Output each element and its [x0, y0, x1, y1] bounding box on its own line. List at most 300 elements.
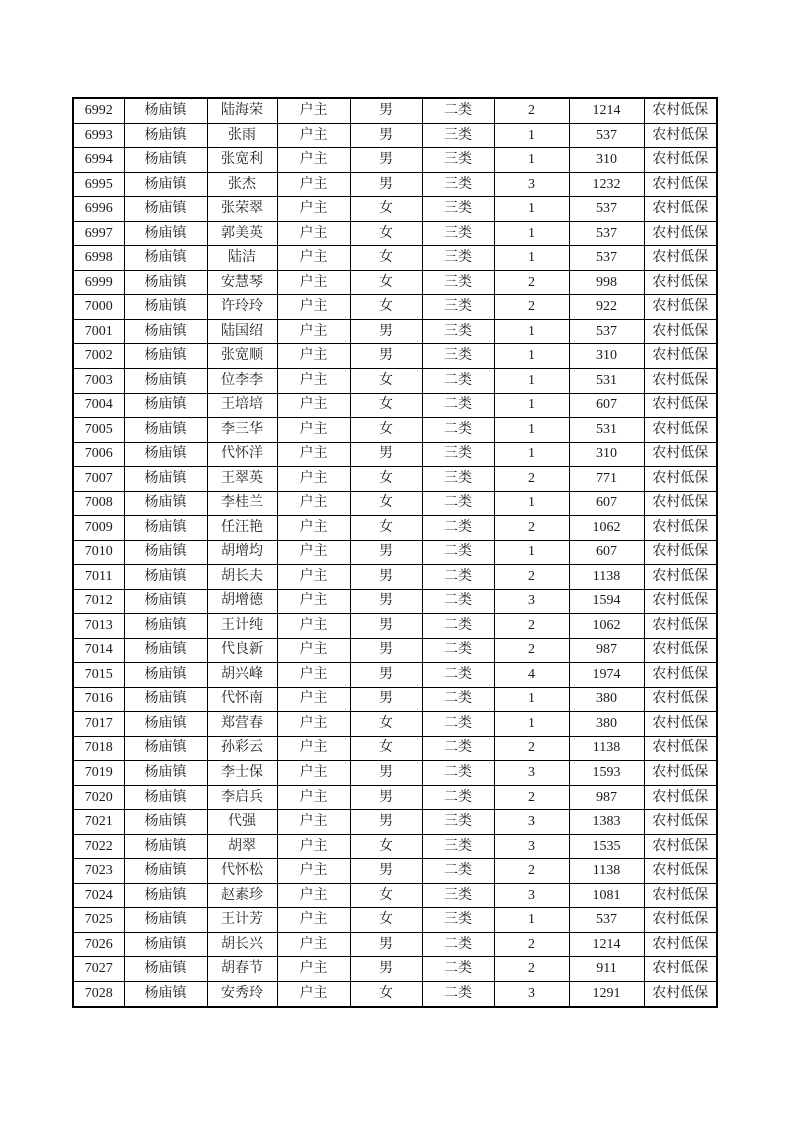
table-cell: 2 — [494, 565, 569, 590]
table-cell: 农村低保 — [644, 368, 717, 393]
table-cell: 二类 — [422, 859, 494, 884]
table-cell: 农村低保 — [644, 344, 717, 369]
table-cell: 王计芳 — [207, 908, 277, 933]
table-cell: 杨庙镇 — [124, 883, 207, 908]
table-cell: 户主 — [277, 491, 350, 516]
table-cell: 郭美英 — [207, 221, 277, 246]
table-cell: 7015 — [73, 663, 124, 688]
table-cell: 农村低保 — [644, 834, 717, 859]
table-cell: 杨庙镇 — [124, 98, 207, 123]
table-cell: 二类 — [422, 368, 494, 393]
table-cell: 7021 — [73, 810, 124, 835]
table-cell: 二类 — [422, 540, 494, 565]
table-cell: 1593 — [569, 761, 644, 786]
table-cell: 户主 — [277, 663, 350, 688]
welfare-roster-table — [72, 97, 718, 1008]
table-cell: 胡翠 — [207, 834, 277, 859]
table-cell: 杨庙镇 — [124, 785, 207, 810]
table-row — [73, 663, 717, 688]
table-cell: 7026 — [73, 932, 124, 957]
table-cell: 1138 — [569, 736, 644, 761]
table-cell: 2 — [494, 785, 569, 810]
table-cell: 农村低保 — [644, 467, 717, 492]
table-cell: 7007 — [73, 467, 124, 492]
table-cell: 杨庙镇 — [124, 614, 207, 639]
table-cell: 1 — [494, 148, 569, 173]
table-cell: 李三华 — [207, 418, 277, 443]
table-cell: 男 — [350, 638, 422, 663]
table-cell: 户主 — [277, 344, 350, 369]
table-cell: 农村低保 — [644, 981, 717, 1007]
table-cell: 三类 — [422, 197, 494, 222]
table-cell: 女 — [350, 270, 422, 295]
table-cell: 3 — [494, 761, 569, 786]
table-cell: 1 — [494, 246, 569, 271]
table-cell: 998 — [569, 270, 644, 295]
table-cell: 张宽顺 — [207, 344, 277, 369]
table-cell: 607 — [569, 491, 644, 516]
table-cell: 张杰 — [207, 172, 277, 197]
table-cell: 310 — [569, 344, 644, 369]
table-cell: 7004 — [73, 393, 124, 418]
table-cell: 户主 — [277, 368, 350, 393]
table-cell: 1 — [494, 368, 569, 393]
table-cell: 任汪艳 — [207, 516, 277, 541]
table-cell: 女 — [350, 736, 422, 761]
table-cell: 7016 — [73, 687, 124, 712]
table-cell: 7024 — [73, 883, 124, 908]
table-cell: 三类 — [422, 883, 494, 908]
table-cell: 987 — [569, 785, 644, 810]
table-cell: 1594 — [569, 589, 644, 614]
table-cell: 537 — [569, 197, 644, 222]
table-row — [73, 736, 717, 761]
table-cell: 农村低保 — [644, 614, 717, 639]
table-cell: 胡长夫 — [207, 565, 277, 590]
table-cell: 王翠英 — [207, 467, 277, 492]
table-row — [73, 859, 717, 884]
table-cell: 1535 — [569, 834, 644, 859]
table-cell: 户主 — [277, 442, 350, 467]
table-cell: 三类 — [422, 221, 494, 246]
table-cell: 杨庙镇 — [124, 295, 207, 320]
table-cell: 6999 — [73, 270, 124, 295]
table-cell: 杨庙镇 — [124, 368, 207, 393]
table-cell: 赵素珍 — [207, 883, 277, 908]
table-cell: 1138 — [569, 565, 644, 590]
table-cell: 女 — [350, 712, 422, 737]
table-row — [73, 834, 717, 859]
table-cell: 310 — [569, 442, 644, 467]
table-cell: 1 — [494, 418, 569, 443]
table-cell: 男 — [350, 98, 422, 123]
table-row — [73, 319, 717, 344]
table-cell: 三类 — [422, 344, 494, 369]
table-cell: 三类 — [422, 295, 494, 320]
table-cell: 男 — [350, 172, 422, 197]
table-cell: 男 — [350, 344, 422, 369]
table-cell: 陆洁 — [207, 246, 277, 271]
table-cell: 杨庙镇 — [124, 172, 207, 197]
table-row — [73, 148, 717, 173]
table-cell: 王培培 — [207, 393, 277, 418]
table-cell: 女 — [350, 908, 422, 933]
table-cell: 杨庙镇 — [124, 516, 207, 541]
table-cell: 607 — [569, 393, 644, 418]
table-cell: 代强 — [207, 810, 277, 835]
table-cell: 7023 — [73, 859, 124, 884]
table-cell: 孙彩云 — [207, 736, 277, 761]
table-cell: 1232 — [569, 172, 644, 197]
table-cell: 男 — [350, 932, 422, 957]
table-row — [73, 712, 717, 737]
table-cell: 杨庙镇 — [124, 932, 207, 957]
table-cell: 女 — [350, 393, 422, 418]
table-row — [73, 516, 717, 541]
table-cell: 女 — [350, 246, 422, 271]
table-cell: 1214 — [569, 98, 644, 123]
table-cell: 三类 — [422, 319, 494, 344]
table-row — [73, 957, 717, 982]
table-cell: 李士保 — [207, 761, 277, 786]
table-cell: 位李李 — [207, 368, 277, 393]
table-row — [73, 908, 717, 933]
table-cell: 杨庙镇 — [124, 393, 207, 418]
table-cell: 户主 — [277, 810, 350, 835]
table-cell: 农村低保 — [644, 172, 717, 197]
table-cell: 3 — [494, 834, 569, 859]
table-cell: 1 — [494, 908, 569, 933]
table-cell: 李桂兰 — [207, 491, 277, 516]
table-cell: 户主 — [277, 712, 350, 737]
table-row — [73, 197, 717, 222]
table-cell: 农村低保 — [644, 442, 717, 467]
table-cell: 二类 — [422, 761, 494, 786]
table-cell: 1 — [494, 197, 569, 222]
table-cell: 杨庙镇 — [124, 663, 207, 688]
table-cell: 二类 — [422, 491, 494, 516]
table-cell: 农村低保 — [644, 589, 717, 614]
table-row — [73, 123, 717, 148]
table-cell: 陆国绍 — [207, 319, 277, 344]
table-cell: 张宽利 — [207, 148, 277, 173]
table-cell: 郑营春 — [207, 712, 277, 737]
table-cell: 7019 — [73, 761, 124, 786]
table-cell: 杨庙镇 — [124, 589, 207, 614]
table-cell: 7012 — [73, 589, 124, 614]
table-cell: 户主 — [277, 785, 350, 810]
table-cell: 男 — [350, 687, 422, 712]
table-cell: 安慧琴 — [207, 270, 277, 295]
table-row — [73, 344, 717, 369]
table-cell: 农村低保 — [644, 491, 717, 516]
table-cell: 户主 — [277, 761, 350, 786]
table-cell: 女 — [350, 295, 422, 320]
table-cell: 杨庙镇 — [124, 761, 207, 786]
table-cell: 农村低保 — [644, 393, 717, 418]
table-cell: 农村低保 — [644, 687, 717, 712]
table-cell: 二类 — [422, 418, 494, 443]
table-cell: 6995 — [73, 172, 124, 197]
table-cell: 三类 — [422, 123, 494, 148]
table-cell: 1291 — [569, 981, 644, 1007]
table-cell: 户主 — [277, 957, 350, 982]
table-cell: 陆海荣 — [207, 98, 277, 123]
table-cell: 女 — [350, 981, 422, 1007]
table-cell: 农村低保 — [644, 736, 717, 761]
table-cell: 男 — [350, 859, 422, 884]
table-cell: 二类 — [422, 663, 494, 688]
table-cell: 女 — [350, 883, 422, 908]
table-cell: 杨庙镇 — [124, 540, 207, 565]
table-cell: 7014 — [73, 638, 124, 663]
table-cell: 7002 — [73, 344, 124, 369]
table-cell: 杨庙镇 — [124, 859, 207, 884]
table-row — [73, 368, 717, 393]
table-cell: 女 — [350, 418, 422, 443]
table-row — [73, 810, 717, 835]
table-cell: 二类 — [422, 589, 494, 614]
table-cell: 安秀玲 — [207, 981, 277, 1007]
table-cell: 许玲玲 — [207, 295, 277, 320]
table-cell: 2 — [494, 295, 569, 320]
table-row — [73, 883, 717, 908]
table-cell: 7000 — [73, 295, 124, 320]
table-cell: 三类 — [422, 148, 494, 173]
table-cell: 男 — [350, 957, 422, 982]
table-cell: 户主 — [277, 123, 350, 148]
table-cell: 2 — [494, 467, 569, 492]
table-row — [73, 393, 717, 418]
table-row — [73, 295, 717, 320]
table-cell: 女 — [350, 516, 422, 541]
table-cell: 农村低保 — [644, 418, 717, 443]
table-cell: 二类 — [422, 516, 494, 541]
table-cell: 三类 — [422, 810, 494, 835]
table-cell: 男 — [350, 148, 422, 173]
table-row — [73, 270, 717, 295]
table-row — [73, 932, 717, 957]
table-cell: 二类 — [422, 98, 494, 123]
table-cell: 女 — [350, 491, 422, 516]
table-cell: 杨庙镇 — [124, 148, 207, 173]
table-cell: 2 — [494, 614, 569, 639]
table-cell: 771 — [569, 467, 644, 492]
table-cell: 537 — [569, 221, 644, 246]
table-cell: 杨庙镇 — [124, 246, 207, 271]
table-row — [73, 638, 717, 663]
table-cell: 户主 — [277, 270, 350, 295]
table-cell: 7006 — [73, 442, 124, 467]
table-cell: 7009 — [73, 516, 124, 541]
table-cell: 农村低保 — [644, 197, 717, 222]
table-cell: 三类 — [422, 172, 494, 197]
table-cell: 农村低保 — [644, 859, 717, 884]
table-cell: 男 — [350, 442, 422, 467]
table-cell: 户主 — [277, 393, 350, 418]
table-cell: 杨庙镇 — [124, 957, 207, 982]
table-cell: 1 — [494, 442, 569, 467]
table-cell: 6996 — [73, 197, 124, 222]
table-cell: 男 — [350, 810, 422, 835]
table-cell: 女 — [350, 197, 422, 222]
table-cell: 二类 — [422, 957, 494, 982]
table-cell: 杨庙镇 — [124, 418, 207, 443]
table-cell: 户主 — [277, 246, 350, 271]
table-cell: 7025 — [73, 908, 124, 933]
table-row — [73, 589, 717, 614]
table-cell: 户主 — [277, 148, 350, 173]
table-row — [73, 442, 717, 467]
table-cell: 7022 — [73, 834, 124, 859]
table-cell: 1 — [494, 491, 569, 516]
table-cell: 537 — [569, 123, 644, 148]
table-cell: 农村低保 — [644, 123, 717, 148]
table-cell: 李启兵 — [207, 785, 277, 810]
table-cell: 3 — [494, 172, 569, 197]
table-cell: 农村低保 — [644, 785, 717, 810]
table-cell: 户主 — [277, 638, 350, 663]
table-cell: 户主 — [277, 736, 350, 761]
table-cell: 杨庙镇 — [124, 221, 207, 246]
table-cell: 户主 — [277, 221, 350, 246]
table-cell: 3 — [494, 981, 569, 1007]
table-cell: 二类 — [422, 565, 494, 590]
table-cell: 2 — [494, 932, 569, 957]
table-cell: 农村低保 — [644, 98, 717, 123]
table-cell: 代怀洋 — [207, 442, 277, 467]
table-cell: 7010 — [73, 540, 124, 565]
table-cell: 胡长兴 — [207, 932, 277, 957]
table-cell: 4 — [494, 663, 569, 688]
table-cell: 代良新 — [207, 638, 277, 663]
table-cell: 男 — [350, 663, 422, 688]
table-cell: 农村低保 — [644, 883, 717, 908]
table-cell: 胡增均 — [207, 540, 277, 565]
table-cell: 农村低保 — [644, 221, 717, 246]
table-cell: 户主 — [277, 295, 350, 320]
table-cell: 户主 — [277, 540, 350, 565]
table-cell: 7027 — [73, 957, 124, 982]
table-cell: 1 — [494, 221, 569, 246]
table-row — [73, 221, 717, 246]
table-cell: 三类 — [422, 467, 494, 492]
table-cell: 农村低保 — [644, 270, 717, 295]
table-cell: 农村低保 — [644, 319, 717, 344]
table-cell: 胡春节 — [207, 957, 277, 982]
table-cell: 杨庙镇 — [124, 834, 207, 859]
table-cell: 户主 — [277, 932, 350, 957]
table-cell: 1214 — [569, 932, 644, 957]
table-cell: 王计纯 — [207, 614, 277, 639]
table-cell: 1974 — [569, 663, 644, 688]
table-cell: 537 — [569, 908, 644, 933]
table-cell: 男 — [350, 123, 422, 148]
table-cell: 户主 — [277, 589, 350, 614]
table-row — [73, 172, 717, 197]
table-cell: 二类 — [422, 638, 494, 663]
table-cell: 2 — [494, 859, 569, 884]
table-cell: 6998 — [73, 246, 124, 271]
table-cell: 农村低保 — [644, 516, 717, 541]
table-row — [73, 687, 717, 712]
table-cell: 6997 — [73, 221, 124, 246]
table-cell: 杨庙镇 — [124, 712, 207, 737]
table-cell: 380 — [569, 687, 644, 712]
table-cell: 杨庙镇 — [124, 270, 207, 295]
table-cell: 男 — [350, 565, 422, 590]
table-cell: 1 — [494, 540, 569, 565]
table-cell: 2 — [494, 957, 569, 982]
table-cell: 二类 — [422, 712, 494, 737]
table-cell: 二类 — [422, 981, 494, 1007]
table-cell: 杨庙镇 — [124, 442, 207, 467]
table-cell: 户主 — [277, 908, 350, 933]
table-cell: 杨庙镇 — [124, 565, 207, 590]
table-cell: 农村低保 — [644, 148, 717, 173]
table-cell: 7008 — [73, 491, 124, 516]
table-cell: 杨庙镇 — [124, 981, 207, 1007]
table-cell: 女 — [350, 368, 422, 393]
table-cell: 张荣翠 — [207, 197, 277, 222]
table-row — [73, 98, 717, 123]
table-cell: 农村低保 — [644, 246, 717, 271]
table-cell: 3 — [494, 810, 569, 835]
table-cell: 农村低保 — [644, 638, 717, 663]
table-cell: 537 — [569, 246, 644, 271]
table-cell: 987 — [569, 638, 644, 663]
table-cell: 7017 — [73, 712, 124, 737]
table-cell: 二类 — [422, 932, 494, 957]
table-cell: 户主 — [277, 859, 350, 884]
table-cell: 户主 — [277, 834, 350, 859]
table-row — [73, 614, 717, 639]
table-cell: 杨庙镇 — [124, 687, 207, 712]
table-row — [73, 785, 717, 810]
table-cell: 户主 — [277, 319, 350, 344]
table-cell: 杨庙镇 — [124, 123, 207, 148]
table-row — [73, 467, 717, 492]
table-cell: 537 — [569, 319, 644, 344]
table-cell: 二类 — [422, 393, 494, 418]
table-cell: 农村低保 — [644, 663, 717, 688]
table-cell: 男 — [350, 589, 422, 614]
table-cell: 1081 — [569, 883, 644, 908]
table-cell: 二类 — [422, 785, 494, 810]
table-cell: 三类 — [422, 442, 494, 467]
table-cell: 2 — [494, 736, 569, 761]
table-cell: 杨庙镇 — [124, 467, 207, 492]
table-cell: 531 — [569, 418, 644, 443]
table-cell: 911 — [569, 957, 644, 982]
table-cell: 农村低保 — [644, 295, 717, 320]
table-cell: 男 — [350, 540, 422, 565]
table-cell: 杨庙镇 — [124, 319, 207, 344]
table-cell: 户主 — [277, 565, 350, 590]
table-cell: 女 — [350, 467, 422, 492]
table-cell: 1 — [494, 319, 569, 344]
table-cell: 农村低保 — [644, 957, 717, 982]
table-cell: 户主 — [277, 197, 350, 222]
table-cell: 户主 — [277, 467, 350, 492]
table-cell: 1138 — [569, 859, 644, 884]
table-cell: 7005 — [73, 418, 124, 443]
table-row — [73, 540, 717, 565]
table-cell: 胡增德 — [207, 589, 277, 614]
table-cell: 农村低保 — [644, 908, 717, 933]
table-cell: 7001 — [73, 319, 124, 344]
table-cell: 户主 — [277, 418, 350, 443]
